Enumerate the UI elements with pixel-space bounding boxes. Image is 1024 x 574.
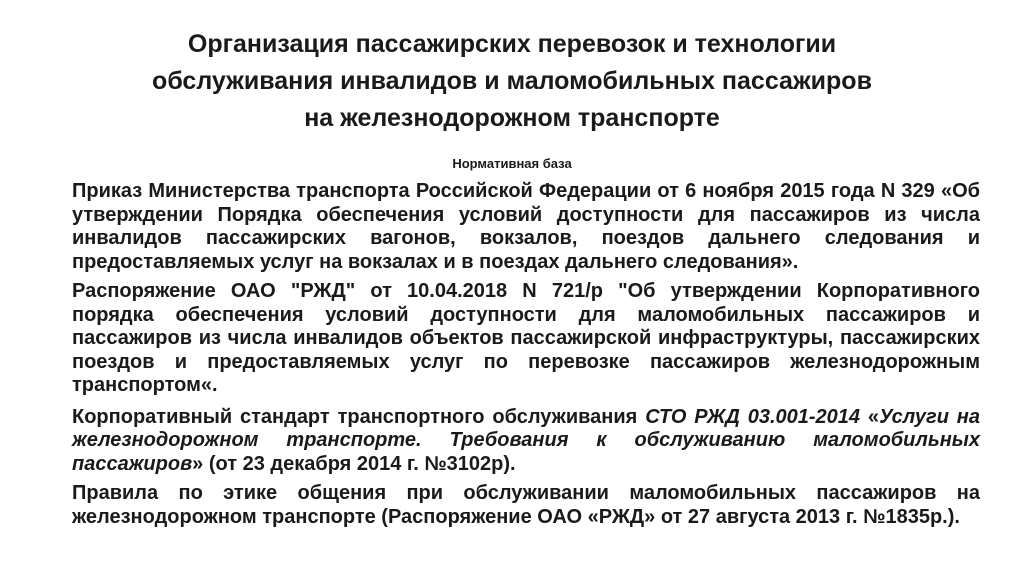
slide-body [72, 180, 980, 535]
standard-open-quote: « [860, 405, 880, 428]
slide-subtitle: Нормативная база [452, 156, 572, 171]
standard-suffix: » (от 23 декабря 2014 г. №3102р). [192, 452, 516, 475]
title-line-2: обслуживания инвалидов и маломобильных пассажиров [152, 67, 872, 95]
title-line-3: на железнодорожном транспорте [304, 104, 720, 132]
slide-title [60, 26, 964, 137]
paragraph-order-329: Приказ Министерства транспорта Российской Федерации от 6 ноября 2015 года N 329 «Об утверждении Порядка обеспечения условий доступности для пассажиров из числа инвалидов пассажирских вагонов, вокзалов, поездов дальнего следования и предоставляемых услуг на вокзалах и в поездах дальнего следования». [72, 180, 980, 273]
standard-prefix: Корпоративный стандарт транспортного обслуживания [72, 405, 646, 428]
paragraph-ethics-rules: Правила по этике общения при обслуживании маломобильных пассажиров на железнодорожном транспорте (Распоряжение ОАО «РЖД» от 27 августа 2013 г. №1835р.). [72, 482, 980, 528]
paragraph-standard-sto [72, 406, 980, 477]
title-line-1: Организация пассажирских перевозок и технологии [187, 30, 837, 58]
paragraph-order-721: Распоряжение ОАО "РЖД" от 10.04.2018 N 721/р "Об утверждении Корпоративного порядка обеспечения условий доступности для маломобильных пассажиров и пассажиров из числа инвалидов объектов пассажирской инфраструктуры, пассажирских поездов и предоставляемых услуг по перевозке пассажиров железнодорожным транспортом«. [72, 280, 980, 396]
standard-code: СТО РЖД 03.001-2014 [645, 405, 861, 428]
standard-name: Услуги на железнодорожном транспорте. Требования к обслуживанию маломобильных пассажиров [72, 405, 981, 475]
